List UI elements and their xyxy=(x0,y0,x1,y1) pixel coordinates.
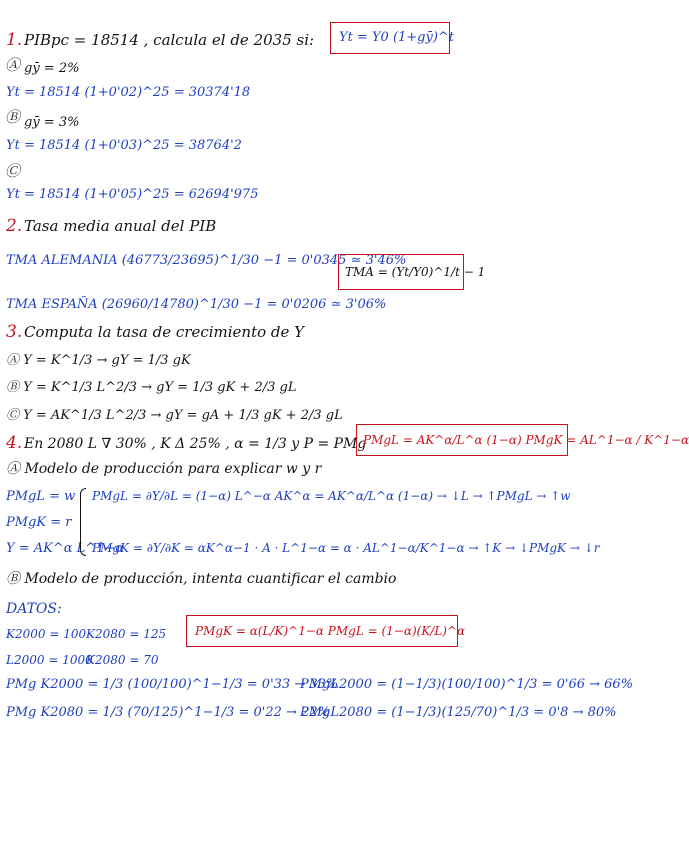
pmgk-2080-calc: PMg K2080 = 1/3 (70/125)^1−1/3 = 0'22 → 22% xyxy=(6,705,330,720)
l-2000: L2000 = 1000 xyxy=(6,653,93,667)
pmgl-derivation: PMgL = ∂Y/∂L = (1−α) L^−α AK^α = AK^α/L^α (1−α) → ↓L → ↑PMgL → ↑w xyxy=(92,489,571,503)
pmgk-equals-r: PMgK = r xyxy=(6,515,72,530)
data-heading: DATOS: xyxy=(6,601,62,617)
pmg-ratio-formula: PMgK = α(L/K)^1−α PMgL = (1−α)(K/L)^α xyxy=(195,624,466,638)
item-a-label: Ⓐ xyxy=(5,56,21,74)
item-b-calc: Yt = 18514 (1+0'03)^25 = 38764'2 xyxy=(6,138,242,153)
tma-germany: TMA ALEMANIA (46773/23695)^1/30 −1 = 0'0345 ≃ 3'46% xyxy=(6,253,407,268)
item-3a: Ⓐ Y = K^1/3 → gY = 1/3 gK xyxy=(6,353,191,368)
pmg-formula: PMgL = AK^α/L^α (1−α) PMgK = AL^1−α / K^1−α xyxy=(363,433,689,447)
section-1-number: 1. xyxy=(6,30,23,50)
section-4-title: En 2080 L ∇ 30% , K Δ 25% , α = 1/3 y P = PMg xyxy=(24,436,367,452)
section-2-title: Tasa media anual del PIB xyxy=(24,217,217,235)
k-2000: K2000 = 100 xyxy=(6,627,87,641)
section-4-number: 4. xyxy=(6,433,23,453)
item-3c: Ⓒ Y = AK^1/3 L^2/3 → gY = gA + 1/3 gK + 2/3 gL xyxy=(6,408,343,423)
pmg-ratio-formula-box xyxy=(186,615,466,647)
section-2-number: 2. xyxy=(6,216,23,236)
item-c-calc: Yt = 18514 (1+0'05)^25 = 62694'975 xyxy=(6,187,259,202)
pmg-formula-box xyxy=(356,424,689,456)
growth-formula-box xyxy=(330,22,455,54)
item-3b: Ⓑ Y = K^1/3 L^2/3 → gY = 1/3 gK + 2/3 gL xyxy=(6,380,297,395)
part-b-title: Ⓑ Modelo de producción, intenta cuantificar el cambio xyxy=(6,571,397,587)
item-c-label: Ⓒ xyxy=(5,162,21,180)
pmgl-equals-w: PMgL = w xyxy=(6,489,76,504)
section-3-number: 3. xyxy=(6,322,23,342)
brace-bracket xyxy=(80,488,86,556)
part-a-title: Ⓐ Modelo de producción para explicar w y r xyxy=(6,461,322,477)
growth-formula: Yt = Y0 (1+gȳ)^t xyxy=(339,30,455,45)
l-2080: K2080 = 70 xyxy=(86,653,159,667)
pmgk-2000-calc: PMg K2000 = 1/3 (100/100)^1−1/3 = 0'33 → 33% xyxy=(6,677,339,692)
pmgl-2000-calc: PMgL2000 = (1−1/3)(100/100)^1/3 = 0'66 → 66% xyxy=(300,677,634,692)
section-3-title: Computa la tasa de crecimiento de Y xyxy=(24,323,305,341)
section-1-title: PIBpc = 18514 , calcula el de 2035 si: xyxy=(24,31,315,49)
pmgk-derivation: PMgK = ∂Y/∂K = αK^α−1 · A · L^1−α = α · AL^1−α/K^1−α → ↑K → ↓PMgK → ↓r xyxy=(92,541,600,555)
tma-spain: TMA ESPAÑA (26960/14780)^1/30 −1 = 0'0206 ≃ 3'06% xyxy=(6,297,387,312)
item-b-label: Ⓑ xyxy=(5,108,21,126)
item-b-rate: gȳ = 3% xyxy=(24,115,80,130)
item-a-rate: gȳ = 2% xyxy=(24,61,80,76)
tma-formula: TMA = (Yt/Y0)^1/t − 1 xyxy=(345,265,486,279)
k-2080: K2080 = 125 xyxy=(86,627,167,641)
production-function: Y = AK^α L^1−α xyxy=(6,541,125,556)
tma-formula-box xyxy=(338,254,486,290)
pmgl-2080-calc: PMgL2080 = (1−1/3)(125/70)^1/3 = 0'8 → 80% xyxy=(300,705,617,720)
item-a-calc: Yt = 18514 (1+0'02)^25 = 30374'18 xyxy=(6,85,251,100)
